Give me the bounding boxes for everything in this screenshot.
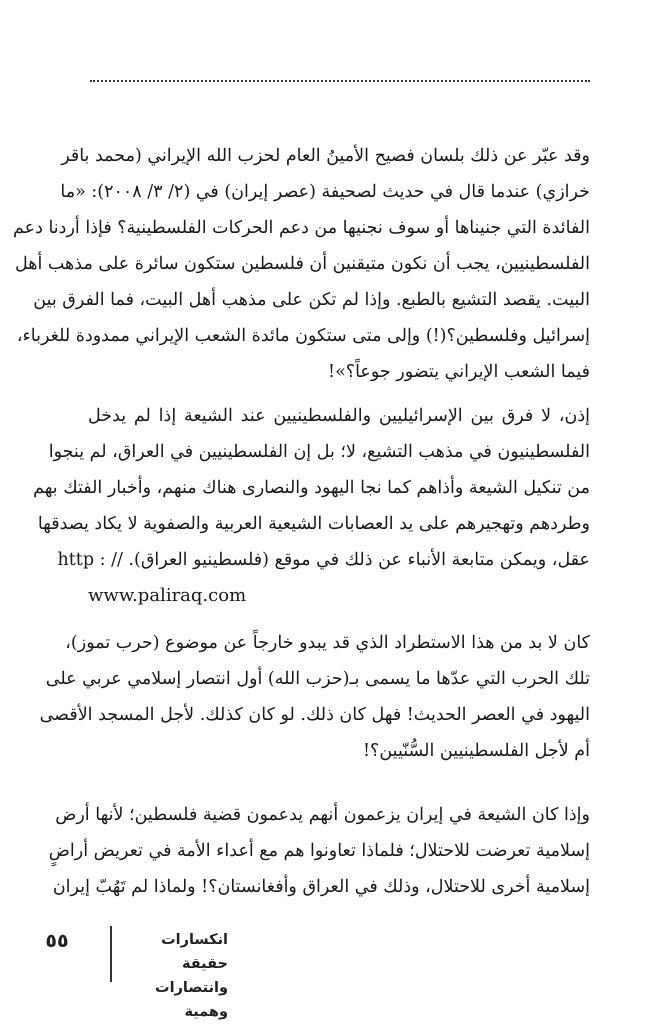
paragraph-2 <box>33 398 590 614</box>
text-line: الفائدة التي جنيناها أو سوف نجنيها من دعم الحركات الفلسطينية؟ فإذا أردنا دعم <box>13 218 590 238</box>
text-line: إسلامية تعرضت للاحتلال؛ فلماذا تعاونوا هم مع أعداء الأمة في تعريض أراضٍ <box>48 841 590 861</box>
paragraph-3 <box>39 625 590 769</box>
text-line: الفلسطينيين، يجب أن نكون متيقنين أن فلسطين ستكون سائرة على مذهب أهل <box>14 254 590 274</box>
text-line: وطردهم وتهجيرهم على يد العصابات الشيعية العربية والصفوية لا يكاد يصدقها <box>37 514 590 534</box>
text-line: إسلامية أخرى للاحتلال، وذلك في العراق وأفغانستان؟! ولماذا لم تَهُبّ إيران <box>52 877 590 897</box>
text-line: عقل، ويمكن متابعة الأنباء عن ذلك في موقع (فلسطينيو العراق). // : http <box>57 550 590 570</box>
page-footer <box>28 926 238 1020</box>
header-dotted-rule <box>90 80 590 82</box>
text-line: أم لأجل الفلسطينيين السُّنّيين؟! <box>363 741 590 761</box>
text-line: خرازي) عندما قال في حديث لصحيفة (عصر إيران) في (٢/ ٣/ ٢٠٠٨): «ما <box>60 182 590 202</box>
page-number: ٥٥ <box>45 930 69 952</box>
text-line: كان لا بد من هذا الاستطراد الذي قد يبدو خارجاً عن موضوع (حرب تموز)، <box>65 633 590 653</box>
footer-divider <box>110 926 112 982</box>
website-url: www.paliraq.com <box>88 585 247 606</box>
paragraph-1 <box>13 138 590 390</box>
text-line: إذن، لا فرق بين الإسرائيليين والفلسطينيين عند الشيعة إذا لم يدخل <box>88 406 590 426</box>
book-title-line-2: وانتصارات وهمية <box>155 980 228 1020</box>
book-title-line-1: انكسارات حقيقة <box>161 932 228 972</box>
book-title <box>118 928 228 1024</box>
text-line: فيما الشعب الإيراني يتضور جوعاً؟»! <box>328 362 590 382</box>
text-line: البيت. يقصد التشيع بالطبع. وإذا لم تكن على مذهب أهل البيت، فما الفرق بين <box>33 290 590 310</box>
text-line: وإذا كان الشيعة في إيران يزعمون أنهم يدعمون قضية فلسطين؛ لأنها أرض <box>55 805 590 825</box>
text-line: وقد عبّر عن ذلك بلسان فصيح الأمينُ العام لحزب الله الإيراني (محمد باقر <box>61 146 590 166</box>
text-line: الفلسطينيون في مذهب التشيع، لا؛ بل إن الفلسطينيين في العراق، لم ينجوا <box>48 442 590 462</box>
text-line: تلك الحرب التي عدّها ما يسمى بـ(حزب الله) أول انتصار إسلامي عربي على <box>45 669 590 689</box>
text-line: اليهود في العصر الحديث! فهل كان ذلك. لو كان كذلك. لأجل المسجد الأقصى <box>39 705 590 725</box>
paragraph-4 <box>48 797 590 905</box>
text-line: من تنكيل الشيعة وأذاهم كما نجا اليهود والنصارى هناك منهم، وأخبار الفتك بهم <box>33 478 590 498</box>
text-line: إسرائيل وفلسطين؟(!) وإلى متى ستكون مائدة الشعب الإيراني ممدودة للغرباء، <box>16 326 590 346</box>
